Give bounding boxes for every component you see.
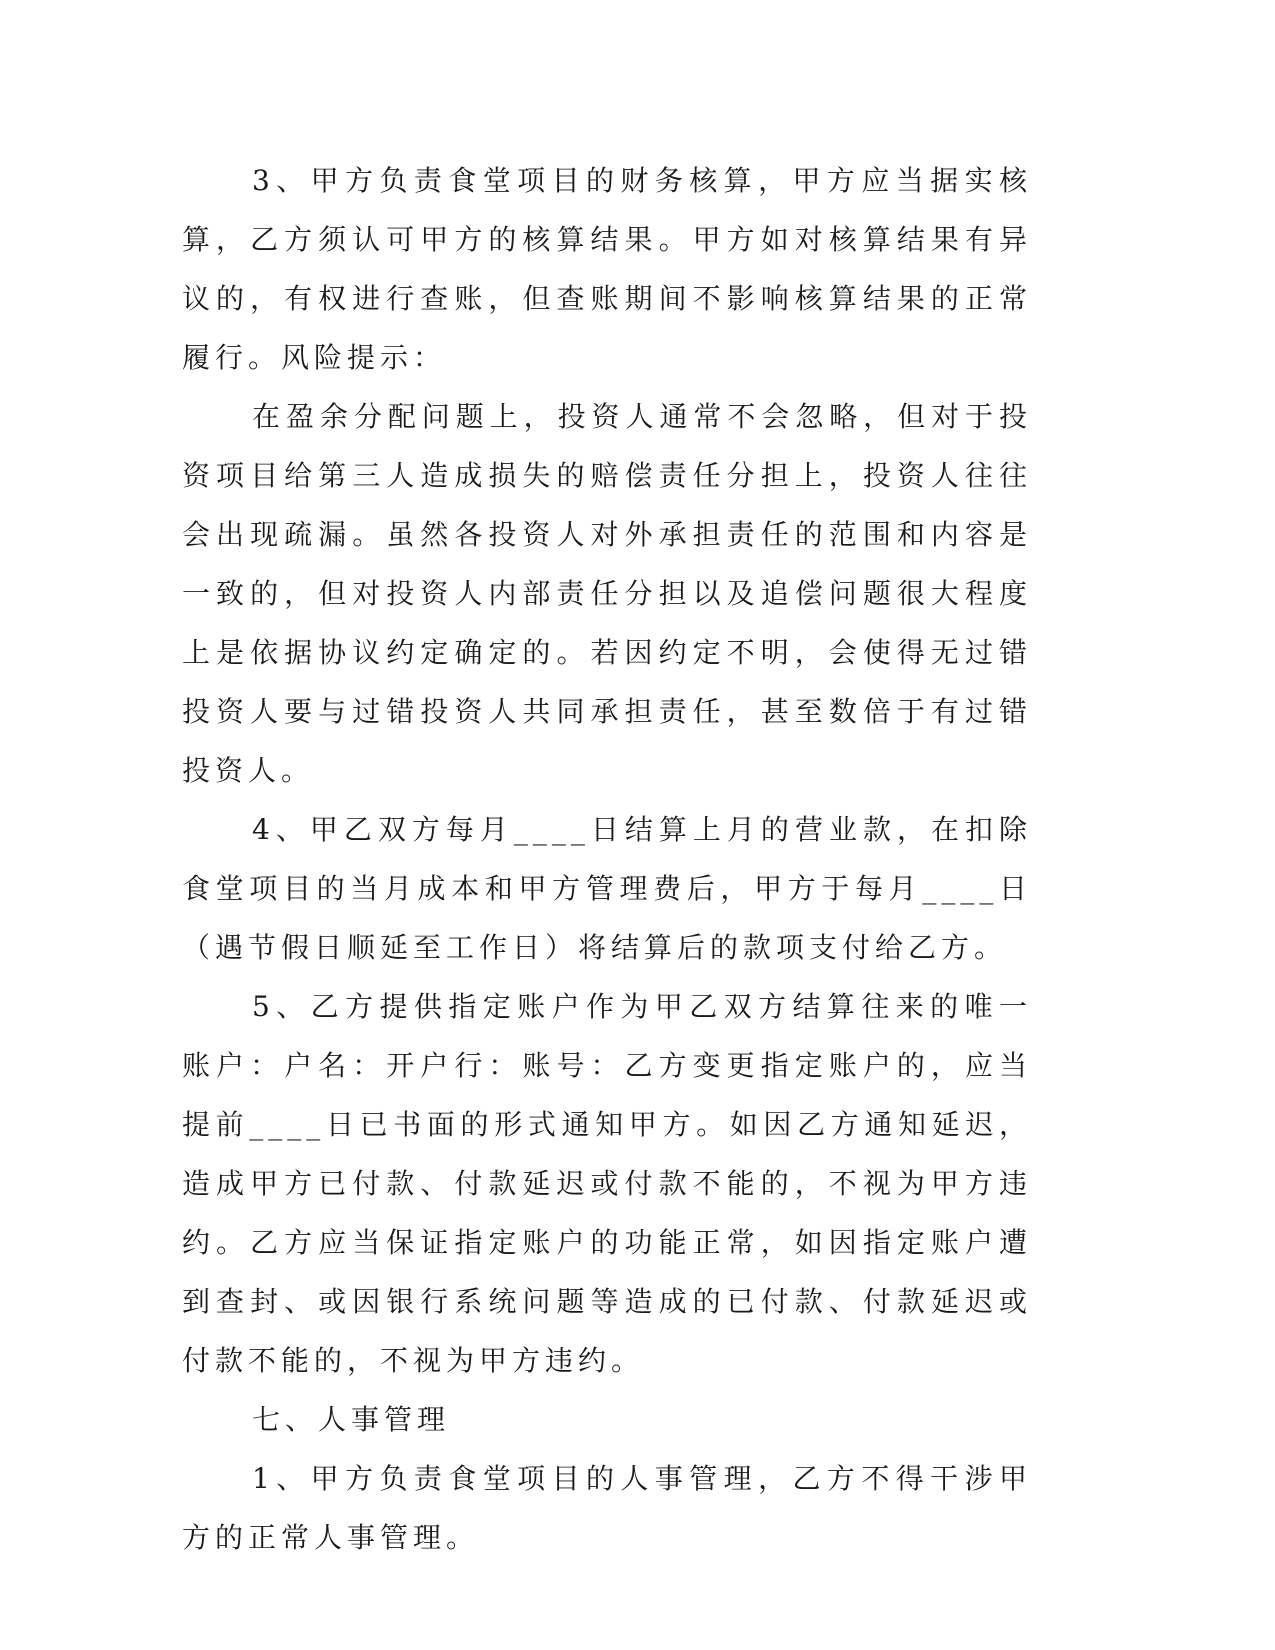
- section-heading-personnel: 七、人事管理: [252, 1403, 451, 1436]
- personnel-clause-1-paragraph: 1、甲方负责食堂项目的人事管理，乙方不得干涉甲方的正常人事管理。: [182, 1462, 1032, 1554]
- risk-note-paragraph: 在盈余分配问题上，投资人通常不会忽略，但对于投资项目给第三人造成损失的赔偿责任分担上，投资人往往会出现疏漏。虽然各投资人对外承担责任的范围和内容是一致的，但对投资人内部责任分担以及追偿问题很大程度上是依据协议约定确定的。若因约定不明，会使得无过错投资人要与过错投资人共同承担责任，甚至数倍于有过错投资人。: [182, 400, 1032, 787]
- clause-5-paragraph: 5、乙方提供指定账户作为甲乙双方结算往来的唯一账户：户名：开户行：账号：乙方变更指定账户的，应当提前____日已书面的形式通知甲方。如因乙方通知延迟，造成甲方已付款、付款延迟或付款不能的，不视为甲方违约。乙方应当保证指定账户的功能正常，如因指定账户遭到查封、或因银行系统问题等造成的已付款、付款延迟或付款不能的，不视为甲方违约。: [182, 990, 1032, 1377]
- clause-3-paragraph: 3、甲方负责食堂项目的财务核算，甲方应当据实核算，乙方须认可甲方的核算结果。甲方如对核算结果有异议的，有权进行查账，但查账期间不影响核算结果的正常履行。风险提示：: [182, 164, 1032, 374]
- clause-4-paragraph: 4、甲乙双方每月____日结算上月的营业款，在扣除食堂项目的当月成本和甲方管理费后，甲方于每月____日（遇节假日顺延至工作日）将结算后的款项支付给乙方。: [182, 813, 1032, 964]
- document-body: [182, 151, 1032, 1567]
